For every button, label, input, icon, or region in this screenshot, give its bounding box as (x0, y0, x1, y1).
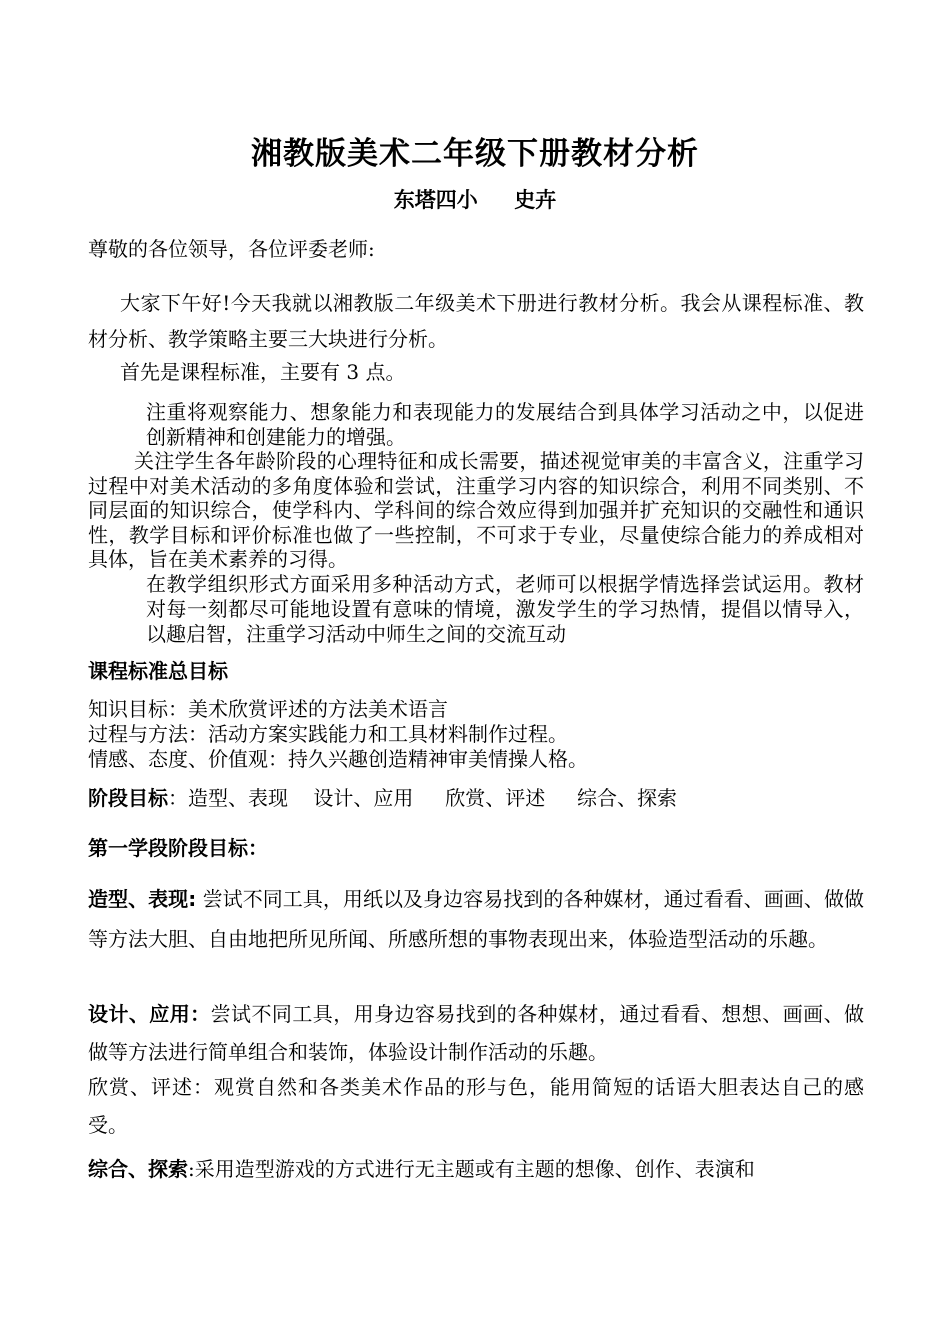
modeling-label: 造型、表现: (88, 887, 197, 911)
stage-goals-label: 阶段目标 (88, 786, 168, 810)
stage-goals-items: ：造型、表现 设计、应用 欣赏、评述 综合、探索 (168, 786, 678, 810)
goal-process: 过程与方法：活动方案实践能力和工具材料制作过程。 (88, 722, 568, 746)
greeting: 尊敬的各位领导，各位评委老师: (88, 237, 375, 261)
goal-knowledge: 知识目标：美术欣赏评述的方法美术语言 (88, 697, 448, 721)
document-author: 东塔四小 史卉 (393, 188, 557, 212)
design-text: 尝试不同工具，用身边容易找到的各种媒材，通过看看、想想、画画、做做等方法进行简单组合和装饰，体验设计制作活动的乐趣。 (88, 1002, 865, 1064)
first-point: 首先是课程标准，主要有 3 点。 (120, 360, 406, 384)
intro-paragraph: 大家下午好!今天我就以湘教版二年级美术下册进行教材分析。我会从课程标准、教材分析、教学策略主要三大块进行分析。 (88, 291, 864, 351)
modeling-text: 尝试不同工具，用纸以及身边容易找到的各种媒材，通过看看、画画、做做等方法大胆、自由地把所见所闻、所感所想的事物表现出来，体验造型活动的乐趣。 (88, 887, 865, 951)
document-title: 湘教版美术二年级下册教材分析 (251, 136, 699, 172)
overall-goals-heading: 课程标准总目标 (88, 659, 228, 683)
synthesis-text: :采用造型游戏的方式进行无主题或有主题的想像、创作、表演和 (188, 1157, 755, 1181)
synthesis-paragraph (88, 1154, 864, 1184)
stage-goals (88, 784, 864, 812)
standard-point-1: 注重将观察能力、想象能力和表现能力的发展结合到具体学习活动之中，以促进创新精神和创建能力的增强。 (146, 400, 864, 449)
standard-point-3: 在教学组织形式方面采用多种活动方式，老师可以根据学情选择尝试运用。教材对每一刻都尽可能地设置有意味的情境，激发学生的学习热情，提倡以情导入，以趣启智，注重学习活动中师生之间的交流互动 (146, 572, 864, 646)
first-stage-heading: 第一学段阶段目标： (88, 836, 268, 860)
modeling-paragraph (88, 879, 864, 959)
design-label: 设计、应用： (88, 1002, 211, 1026)
appreciation-paragraph: 欣赏、评述：观赏自然和各类美术作品的形与色，能用简短的话语大胆表达自己的感受。 (88, 1075, 864, 1137)
design-paragraph (88, 995, 864, 1071)
synthesis-label: 综合、探索 (88, 1157, 188, 1181)
standard-point-2: 关注学生各年龄阶段的心理特征和成长需要，描述视觉审美的丰富含义，注重学习过程中对美术活动的多角度体验和尝试，注重学习内容的知识综合，利用不同类别、不同层面的知识综合，使学科内、学科间的综合效应得到加强并扩充知识的交融性和通识性，教学目标和评价标准也做了一些控制，不可求于专业，尽量使综合能力的养成相对具体，旨在美术素养的习得。 (88, 449, 864, 572)
goal-emotion: 情感、态度、价值观：持久兴趣创造精神审美情操人格。 (88, 747, 588, 771)
